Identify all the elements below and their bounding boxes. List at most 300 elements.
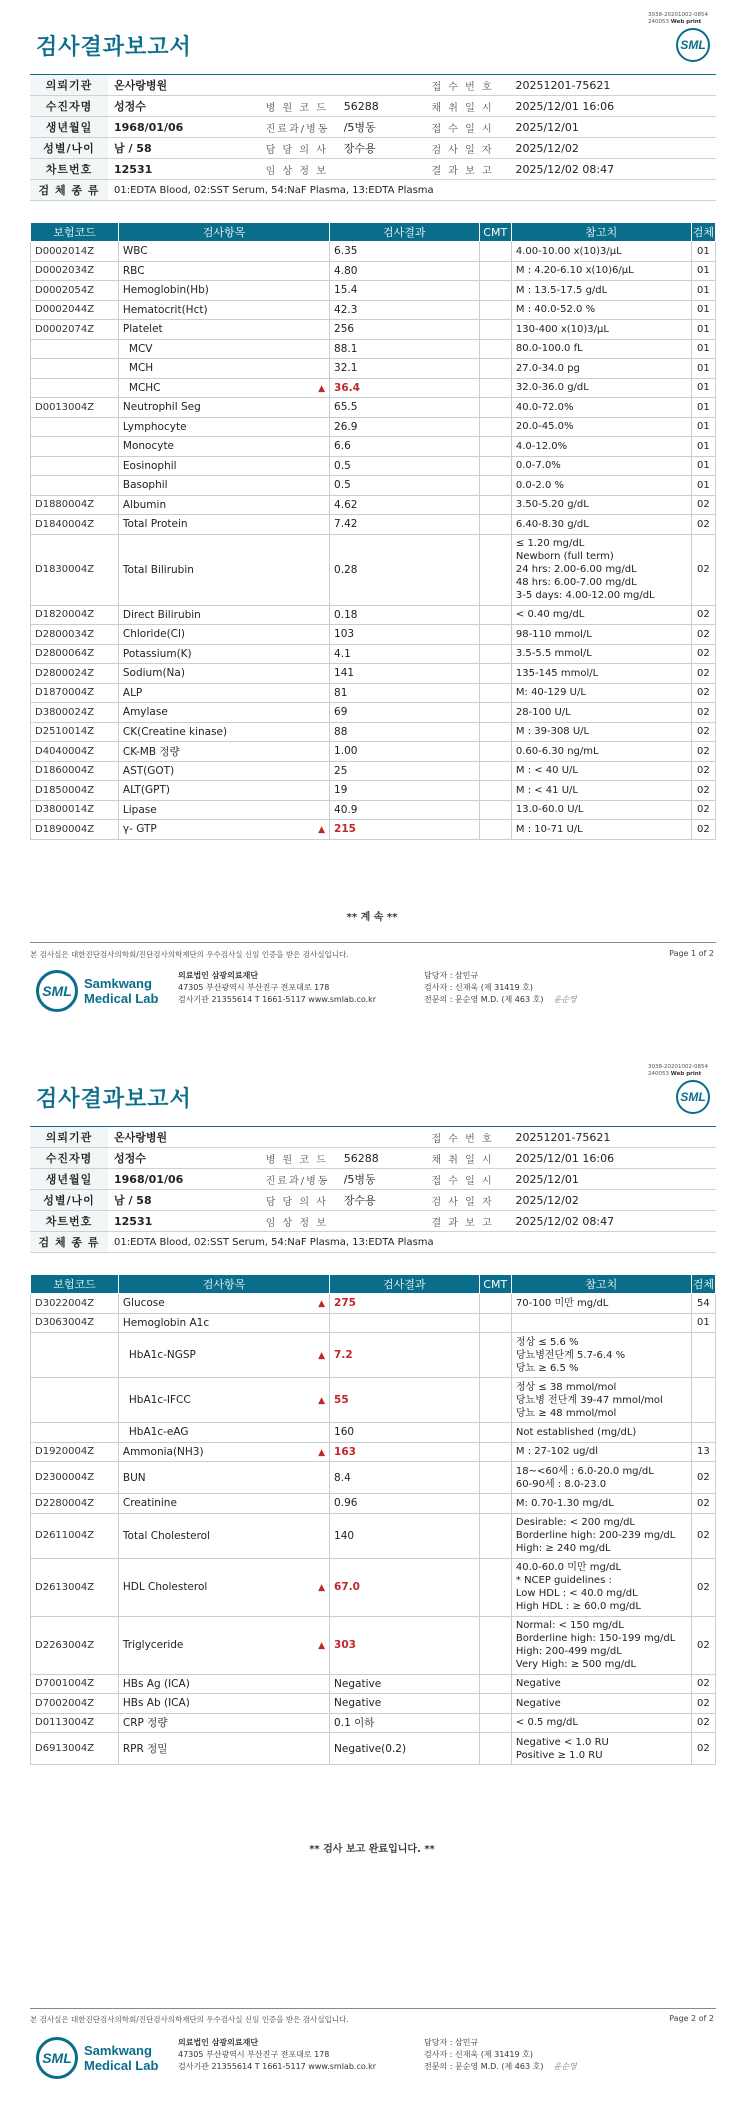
test-item	[118, 359, 329, 379]
reference-range: 6.40-8.30 g/dL	[511, 515, 691, 535]
company-address: 의료법인 삼광의료재단 47305 부산광역시 부산진구 전포대로 178 검사기관 21355614 T 1661-5117 www.smlab.co.kr	[178, 971, 377, 1004]
reference-range: 0.60-6.30 ng/mL	[511, 742, 691, 762]
header-dept-label: 진료과/병동	[260, 1169, 338, 1190]
table-row	[31, 378, 716, 398]
reference-range: 4.00-10.00 x(10)3/μL	[511, 242, 691, 262]
table-row	[31, 515, 716, 535]
header-doctor: 장수용	[338, 1190, 426, 1211]
header-specimen-label: 검 체 종 류	[30, 1232, 108, 1253]
comment-cell	[479, 1423, 511, 1443]
test-item	[118, 320, 329, 340]
test-result: Negative(0.2)	[330, 1733, 480, 1765]
insurance-code: D1850004Z	[31, 781, 119, 801]
test-item-label: HBs Ab (ICA)	[122, 1697, 190, 1710]
reference-line: * NCEP guidelines :	[515, 1575, 612, 1586]
reference-range: Not established (mg/dL)	[511, 1423, 691, 1443]
test-result: 275	[330, 1294, 480, 1314]
test-result: 81	[330, 683, 480, 703]
test-result: 0.96	[330, 1494, 480, 1514]
column-header-item: 검사항목	[118, 223, 329, 242]
test-item	[118, 1694, 329, 1714]
page-number: Page 1 of 2	[669, 949, 714, 958]
test-item	[118, 1313, 329, 1333]
reference-range	[511, 1733, 691, 1765]
comment-cell	[479, 417, 511, 437]
insurance-code: D2800064Z	[31, 644, 119, 664]
reference-line: Low HDL : < 40.0 mg/dL	[515, 1588, 638, 1599]
document-code: 3038-20201002-0854 240053 Web print	[648, 1064, 708, 1077]
reference-line: 3-5 days: 4.00-12.00 mg/dL	[515, 590, 655, 601]
test-item	[118, 515, 329, 535]
test-item-label: γ- GTP	[122, 823, 157, 836]
test-item-label: HDL Cholesterol	[122, 1581, 208, 1593]
table-row	[31, 1558, 716, 1616]
test-item-label: Neutrophil Seg	[122, 401, 201, 414]
test-result: 6.6	[330, 437, 480, 457]
specimen-code: 01	[691, 437, 715, 457]
test-item	[118, 644, 329, 664]
reference-range: M : 4.20-6.10 x(10)6/μL	[511, 261, 691, 281]
header-row	[30, 180, 716, 201]
insurance-code	[31, 437, 119, 457]
specimen-code: 01	[691, 456, 715, 476]
specimen-code: 02	[691, 515, 715, 535]
staff-info: 담당자 : 삼민규 검사자 : 신재욱 (제 31419 호) 전문의 : 문순영 M.D. (제 463 호) 윤순영	[424, 971, 577, 1004]
results-table-page-1	[30, 222, 716, 840]
header-collect: 2025/12/01 16:06	[509, 1148, 716, 1169]
comment-cell	[479, 761, 511, 781]
comment-cell	[479, 456, 511, 476]
header-doctor: 장수용	[338, 138, 426, 159]
comment-cell	[479, 1313, 511, 1333]
header-birth-label: 생년월일	[30, 1169, 108, 1190]
header-institution-label: 의뢰기관	[30, 1127, 108, 1148]
test-item-label: Hemoglobin(Hb)	[122, 284, 209, 297]
reference-range: 80.0-100.0 fL	[511, 339, 691, 359]
header-patient: 성정수	[108, 96, 260, 117]
header-test-date-label: 검 사 일 자	[425, 1190, 509, 1211]
insurance-code: D2613004Z	[31, 1558, 119, 1616]
header-receive: 2025/12/01	[509, 1169, 716, 1190]
reference-range: 98-110 mmol/L	[511, 625, 691, 645]
test-item	[118, 1713, 329, 1733]
header-doctor-label: 담 당 의 사	[260, 138, 338, 159]
specimen-code: 02	[691, 1462, 715, 1494]
comment-cell	[479, 1694, 511, 1714]
specimen-code: 01	[691, 1313, 715, 1333]
comment-cell	[479, 359, 511, 379]
specimen-code: 02	[691, 800, 715, 820]
reference-range	[511, 1313, 691, 1333]
header-row	[30, 1169, 716, 1190]
test-item-label: Total Bilirubin	[122, 563, 194, 576]
header-row	[30, 1127, 716, 1148]
specimen-code: 02	[691, 534, 715, 605]
test-item	[118, 722, 329, 742]
reference-line: 48 hrs: 6.00-7.00 mg/dL	[515, 577, 637, 588]
high-flag-icon: ▲	[318, 1299, 326, 1310]
insurance-code: D3063004Z	[31, 1313, 119, 1333]
header-birth: 1968/01/06	[108, 1169, 260, 1190]
specimen-code: 02	[691, 1694, 715, 1714]
table-row	[31, 644, 716, 664]
test-item	[118, 1442, 329, 1462]
header-accession-label: 접 수 번 호	[425, 75, 509, 96]
test-item-label: MCV	[128, 342, 153, 355]
table-row	[31, 1713, 716, 1733]
insurance-code: D2510014Z	[31, 722, 119, 742]
test-item	[118, 761, 329, 781]
test-result: 40.9	[330, 800, 480, 820]
test-item-label: Hemoglobin A1c	[122, 1316, 210, 1329]
test-result: Negative	[330, 1694, 480, 1714]
comment-cell	[479, 261, 511, 281]
comment-cell	[479, 320, 511, 340]
header-clinical-label: 임 상 정 보	[260, 1211, 338, 1232]
specimen-code: 02	[691, 761, 715, 781]
test-item-label: Hematocrit(Hct)	[122, 303, 208, 316]
test-item	[118, 781, 329, 801]
table-row	[31, 320, 716, 340]
test-item-label: CRP 정량	[122, 1717, 168, 1730]
insurance-code: D1840004Z	[31, 515, 119, 535]
table-header-row	[31, 1275, 716, 1294]
specimen-code	[691, 1423, 715, 1443]
comment-cell	[479, 1513, 511, 1558]
header-birth: 1968/01/06	[108, 117, 260, 138]
reference-range	[511, 1333, 691, 1378]
table-row	[31, 261, 716, 281]
high-flag-icon: ▲	[318, 1583, 326, 1593]
table-row	[31, 761, 716, 781]
header-row	[30, 159, 716, 180]
test-result: 163	[330, 1442, 480, 1462]
comment-cell	[479, 742, 511, 762]
reference-range: 20.0-45.0%	[511, 417, 691, 437]
test-item	[118, 339, 329, 359]
insurance-code: D1890004Z	[31, 820, 119, 840]
page-title: 검사결과보고서	[36, 35, 192, 60]
insurance-code: D0113004Z	[31, 1713, 119, 1733]
test-item-label: Triglyceride	[122, 1639, 184, 1651]
specimen-code: 02	[691, 605, 715, 625]
table-row	[31, 1616, 716, 1674]
reference-line: 당뇨 ≥ 6.5 %	[515, 1362, 579, 1374]
header-row	[30, 138, 716, 159]
table-row	[31, 683, 716, 703]
specimen-code: 01	[691, 417, 715, 437]
test-item	[118, 281, 329, 301]
header-row	[30, 1148, 716, 1169]
company-logo: SML Samkwang Medical Lab	[36, 970, 158, 1012]
reference-range	[511, 1616, 691, 1674]
test-result: Negative	[330, 1674, 480, 1694]
specimen-code: 02	[691, 683, 715, 703]
reference-range: 3.5-5.5 mmol/L	[511, 644, 691, 664]
test-result: 0.5	[330, 456, 480, 476]
test-result: 141	[330, 664, 480, 684]
test-item-label: HbA1c-eAG	[128, 1426, 189, 1439]
header-row	[30, 96, 716, 117]
reference-range: 0.0-7.0%	[511, 456, 691, 476]
specimen-code: 13	[691, 1442, 715, 1462]
table-row	[31, 476, 716, 496]
comment-cell	[479, 1333, 511, 1378]
column-header-code: 보험코드	[31, 223, 119, 242]
header-sex-age-label: 성별/나이	[30, 138, 108, 159]
specimen-code: 01	[691, 300, 715, 320]
signature: 윤순영	[553, 2062, 577, 2071]
insurance-code: D1860004Z	[31, 761, 119, 781]
table-row	[31, 456, 716, 476]
table-row	[31, 398, 716, 418]
patient-header	[30, 74, 716, 201]
company-address: 의료법인 삼광의료재단 47305 부산광역시 부산진구 전포대로 178 검사기관 21355614 T 1661-5117 www.smlab.co.kr	[178, 2038, 377, 2071]
table-row	[31, 1462, 716, 1494]
insurance-code: D3800014Z	[31, 800, 119, 820]
high-flag-icon: ▲	[318, 1641, 326, 1651]
specimen-code: 01	[691, 281, 715, 301]
specimen-code: 02	[691, 625, 715, 645]
test-item	[118, 625, 329, 645]
comment-cell	[479, 1462, 511, 1494]
table-row	[31, 1694, 716, 1714]
test-item-label: CK-MB 정량	[122, 745, 180, 758]
patient-header	[30, 1126, 716, 1253]
high-flag-icon: ▲	[318, 383, 326, 394]
test-item	[118, 417, 329, 437]
header-patient-label: 수진자명	[30, 96, 108, 117]
specimen-code: 01	[691, 398, 715, 418]
reference-range: M : 10-71 U/L	[511, 820, 691, 840]
reference-range: 28-100 U/L	[511, 703, 691, 723]
test-result: 256	[330, 320, 480, 340]
insurance-code: D0002054Z	[31, 281, 119, 301]
test-item-label: WBC	[122, 245, 148, 258]
reference-range: 130-400 x(10)3/μL	[511, 320, 691, 340]
test-result: 19	[330, 781, 480, 801]
comment-cell	[479, 1713, 511, 1733]
comment-cell	[479, 300, 511, 320]
specimen-code: 01	[691, 320, 715, 340]
table-row	[31, 242, 716, 262]
reference-line: ≤ 1.20 mg/dL	[515, 538, 585, 549]
test-result: 160	[330, 1423, 480, 1443]
test-result: 8.4	[330, 1462, 480, 1494]
header-hospital-code-label: 병 원 코 드	[260, 1148, 338, 1169]
header-sex-age: 남 / 58	[108, 1190, 260, 1211]
insurance-code: D7002004Z	[31, 1694, 119, 1714]
test-item	[118, 1423, 329, 1443]
reference-range	[511, 534, 691, 605]
header-patient: 성정수	[108, 1148, 260, 1169]
specimen-code: 02	[691, 1713, 715, 1733]
insurance-code: D0002014Z	[31, 242, 119, 262]
test-item-label: Lipase	[122, 803, 157, 816]
reference-range	[511, 1462, 691, 1494]
insurance-code: D2800034Z	[31, 625, 119, 645]
test-result: 32.1	[330, 359, 480, 379]
reference-line: 18~<60세 : 6.0-20.0 mg/dL	[515, 1465, 654, 1477]
footer-divider	[30, 942, 716, 943]
test-item-label: Creatinine	[122, 1497, 177, 1510]
comment-cell	[479, 1442, 511, 1462]
comment-cell	[479, 1558, 511, 1616]
header-row	[30, 1211, 716, 1232]
reference-line: High HDL : ≥ 60.0 mg/dL	[515, 1601, 641, 1612]
reference-range: M : < 40 U/L	[511, 761, 691, 781]
header-hospital-code-label: 병 원 코 드	[260, 96, 338, 117]
insurance-code	[31, 1378, 119, 1423]
end-note: ** 검사 보고 완료입니다. **	[309, 1844, 435, 1855]
specimen-code: 01	[691, 339, 715, 359]
insurance-code: D2263004Z	[31, 1616, 119, 1674]
header-institution: 온사랑병원	[108, 75, 425, 96]
header-sex-age-label: 성별/나이	[30, 1190, 108, 1211]
table-row	[31, 1674, 716, 1694]
table-header-row	[31, 223, 716, 242]
reference-range	[511, 1558, 691, 1616]
reference-range: < 0.5 mg/dL	[511, 1713, 691, 1733]
test-item	[118, 1494, 329, 1514]
reference-range: M : < 41 U/L	[511, 781, 691, 801]
comment-cell	[479, 820, 511, 840]
document-code: 3038-20201002-0854 240053 Web print	[648, 12, 708, 25]
comment-cell	[479, 1494, 511, 1514]
test-item	[118, 398, 329, 418]
test-item-label: HbA1c-IFCC	[128, 1394, 191, 1406]
reference-range: 70-100 미만 mg/dL	[511, 1294, 691, 1314]
test-item-label: HBs Ag (ICA)	[122, 1677, 190, 1690]
reference-range: M : 13.5-17.5 g/dL	[511, 281, 691, 301]
test-item-label: CK(Creatine kinase)	[122, 725, 228, 738]
test-result: 4.1	[330, 644, 480, 664]
test-item	[118, 534, 329, 605]
test-item	[118, 1674, 329, 1694]
insurance-code: D1870004Z	[31, 683, 119, 703]
comment-cell	[479, 1616, 511, 1674]
header-row	[30, 117, 716, 138]
test-item	[118, 242, 329, 262]
comment-cell	[479, 534, 511, 605]
insurance-code: D1920004Z	[31, 1442, 119, 1462]
column-header-code: 보험코드	[31, 1275, 119, 1294]
reference-line: Borderline high: 200-239 mg/dL	[515, 1530, 676, 1541]
table-row	[31, 820, 716, 840]
header-report-label: 결 과 보 고	[425, 1211, 509, 1232]
comment-cell	[479, 242, 511, 262]
reference-line: Normal: < 150 mg/dL	[515, 1620, 624, 1631]
insurance-code: D1820004Z	[31, 605, 119, 625]
specimen-code: 01	[691, 378, 715, 398]
sml-circle-logo: SML	[36, 970, 78, 1012]
test-item	[118, 1378, 329, 1423]
test-result: 88	[330, 722, 480, 742]
comment-cell	[479, 1294, 511, 1314]
header-collect-label: 채 취 일 시	[425, 1148, 509, 1169]
comment-cell	[479, 703, 511, 723]
table-row	[31, 300, 716, 320]
comment-cell	[479, 398, 511, 418]
reference-line: 60-90세 : 8.0-23.0	[515, 1478, 607, 1490]
test-item-label: RPR 정밀	[122, 1743, 168, 1755]
page-title: 검사결과보고서	[36, 1087, 192, 1112]
test-item	[118, 820, 329, 840]
reference-range: 27.0-34.0 pg	[511, 359, 691, 379]
header-chart: 12531	[108, 1211, 260, 1232]
test-item-label: Potassium(K)	[122, 647, 192, 660]
header-test-date: 2025/12/02	[509, 138, 716, 159]
insurance-code: D2300004Z	[31, 1462, 119, 1494]
insurance-code: D6913004Z	[31, 1733, 119, 1765]
header-receive-label: 접 수 일 시	[425, 117, 509, 138]
comment-cell	[479, 281, 511, 301]
specimen-code: 02	[691, 781, 715, 801]
test-result: 55	[330, 1378, 480, 1423]
column-header-cmt: CMT	[479, 223, 511, 242]
insurance-code: D4040004Z	[31, 742, 119, 762]
reference-range: Negative	[511, 1674, 691, 1694]
comment-cell	[479, 437, 511, 457]
column-header-item: 검사항목	[118, 1275, 329, 1294]
header-chart-label: 차트번호	[30, 1211, 108, 1232]
test-item	[118, 1558, 329, 1616]
header-dept: /5병동	[338, 117, 426, 138]
reference-line: Negative < 1.0 RU	[515, 1736, 609, 1748]
insurance-code: D0002034Z	[31, 261, 119, 281]
test-item	[118, 703, 329, 723]
table-row	[31, 1294, 716, 1314]
table-row	[31, 625, 716, 645]
specimen-code: 02	[691, 722, 715, 742]
test-item	[118, 476, 329, 496]
table-row	[31, 605, 716, 625]
signature: 윤순영	[553, 995, 577, 1004]
reference-range: M: 0.70-1.30 mg/dL	[511, 1494, 691, 1514]
specimen-code: 02	[691, 742, 715, 762]
header-sex-age: 남 / 58	[108, 138, 260, 159]
table-row	[31, 800, 716, 820]
test-item	[118, 495, 329, 515]
comment-cell	[479, 781, 511, 801]
sml-badge-logo: SML	[676, 1080, 710, 1114]
test-result: 67.0	[330, 1558, 480, 1616]
specimen-code: 02	[691, 644, 715, 664]
header-collect: 2025/12/01 16:06	[509, 96, 716, 117]
table-row	[31, 1494, 716, 1514]
column-header-spec: 검체	[691, 1275, 715, 1294]
comment-cell	[479, 683, 511, 703]
header-clinical	[338, 1211, 426, 1232]
header-chart: 12531	[108, 159, 260, 180]
specimen-code: 01	[691, 242, 715, 262]
test-result	[330, 1313, 480, 1333]
reference-line: Very High: ≥ 500 mg/dL	[515, 1659, 637, 1670]
test-item-label: Amylase	[122, 706, 168, 719]
header-test-date: 2025/12/02	[509, 1190, 716, 1211]
reference-line: Newborn (full term)	[515, 551, 614, 562]
insurance-code	[31, 456, 119, 476]
column-header-spec: 검체	[691, 223, 715, 242]
header-test-date-label: 검 사 일 자	[425, 138, 509, 159]
table-row	[31, 437, 716, 457]
table-row	[31, 1313, 716, 1333]
insurance-code: D2611004Z	[31, 1513, 119, 1558]
accreditation-note: 본 검사실은 대한진단검사의학회/진단검사의학재단의 우수검사실 신임 인증을 받은 검사실입니다.	[30, 2015, 349, 2024]
high-flag-icon: ▲	[318, 825, 326, 836]
test-item-label: Eosinophil	[122, 459, 177, 472]
comment-cell	[479, 495, 511, 515]
